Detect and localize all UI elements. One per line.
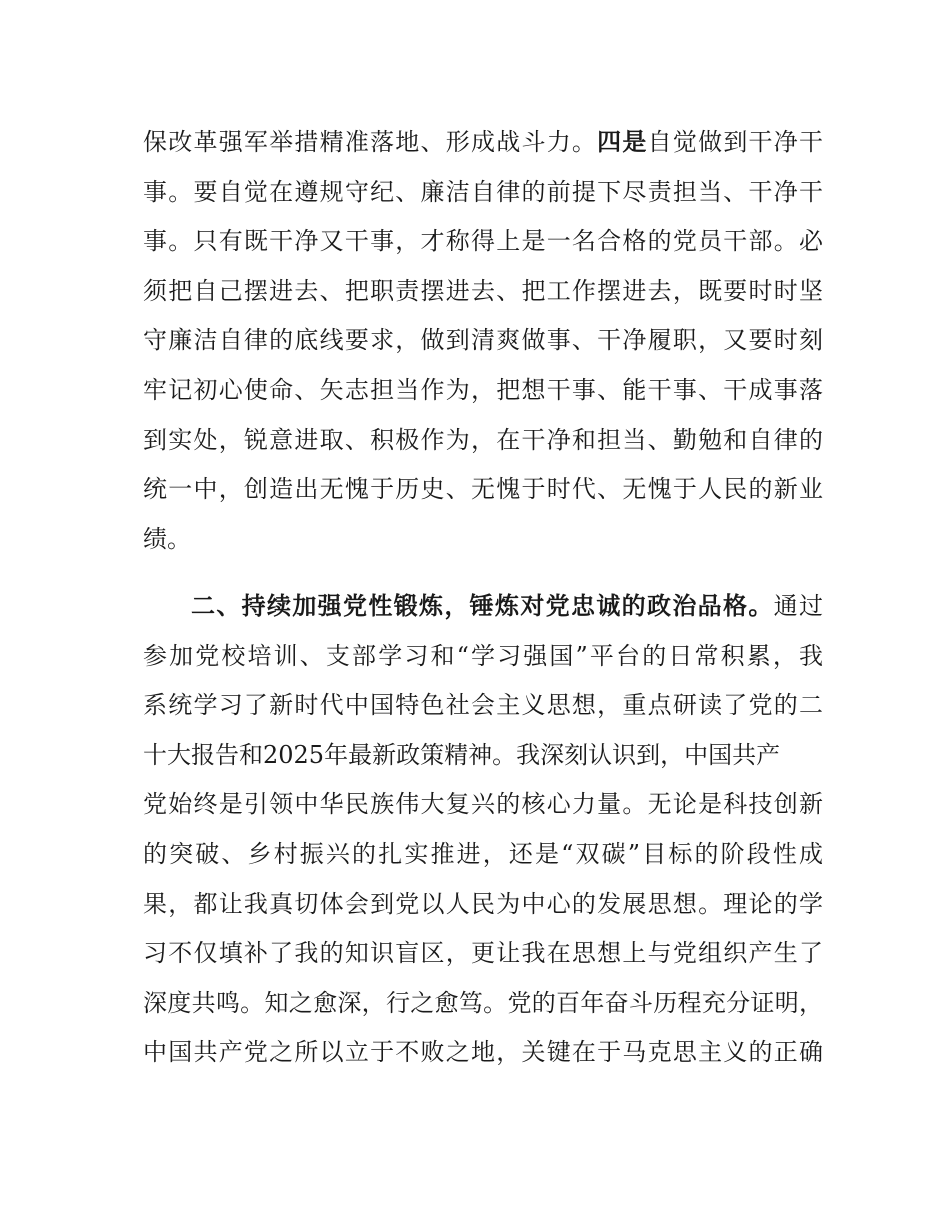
paragraph-1-line-6: 牢记初心使命、矢志担当作为，把想干事、能干事、干成事落 — [143, 375, 823, 404]
paragraph-2-line-6: 的突破、乡村振兴的扎实推进，还是“双碳”目标的阶段性成 — [143, 839, 823, 868]
paragraph-1-line-3: 事。只有既干净又干事，才称得上是一名合格的党员干部。必 — [143, 227, 823, 256]
paragraph-1-line-5: 守廉洁自律的底线要求，做到清爽做事、干净履职，又要时刻 — [143, 326, 823, 355]
paragraph-1-line-4: 须把自己摆进去、把职责摆进去、把工作摆进去，既要时时坚 — [143, 276, 823, 305]
paragraph-1-line-7: 到实处，锐意进取、积极作为，在干净和担当、勤勉和自律的 — [143, 425, 823, 454]
point-four-label: 四是 — [597, 128, 648, 156]
paragraph-1-line-9: 绩。 — [143, 524, 191, 553]
paragraph-2-line-5: 党始终是引领中华民族伟大复兴的核心力量。无论是科技创新 — [143, 790, 823, 819]
paragraph-1-line-1-tail: 自觉做到干净干 — [647, 128, 824, 156]
paragraph-1-line-1-text: 保改革强军举措精准落地、形成战斗力。 — [143, 128, 598, 156]
paragraph-2-line-8: 习不仅填补了我的知识盲区，更让我在思想上与党组织产生了 — [143, 939, 823, 968]
paragraph-2-line-4: 十大报告和2025年最新政策精神。我深刻认识到，中国共产 — [143, 740, 781, 769]
section-heading-line — [143, 582, 823, 632]
paragraph-2-line-10: 中国共产党之所以立于不败之地，关键在于马克思主义的正确 — [143, 1038, 823, 1067]
paragraph-2-line-7: 果，都让我真切体会到党以人民为中心的发展思想。理论的学 — [143, 889, 823, 918]
paragraph-2-line-2: 参加党校培训、支部学习和“学习强国”平台的日常积累，我 — [143, 641, 823, 670]
paragraph-2 — [143, 582, 823, 1078]
paragraph-2-line-9: 深度共鸣。知之愈深，行之愈笃。党的百年奋斗历程充分证明， — [143, 988, 823, 1017]
paragraph-1-line-2: 事。要自觉在遵规守纪、廉洁自律的前提下尽责担当、干净干 — [143, 177, 823, 206]
section-heading-tail: 通过 — [773, 592, 824, 620]
section-heading: 二、持续加强党性锻炼，锤炼对党忠诚的政治品格。 — [191, 592, 774, 620]
paragraph-1 — [143, 118, 823, 564]
paragraph-1-line-1 — [143, 118, 823, 168]
paragraph-1-line-8: 统一中，创造出无愧于历史、无愧于时代、无愧于人民的新业 — [143, 475, 823, 504]
paragraph-2-line-3: 系统学习了新时代中国特色社会主义思想，重点研读了党的二 — [143, 691, 823, 720]
